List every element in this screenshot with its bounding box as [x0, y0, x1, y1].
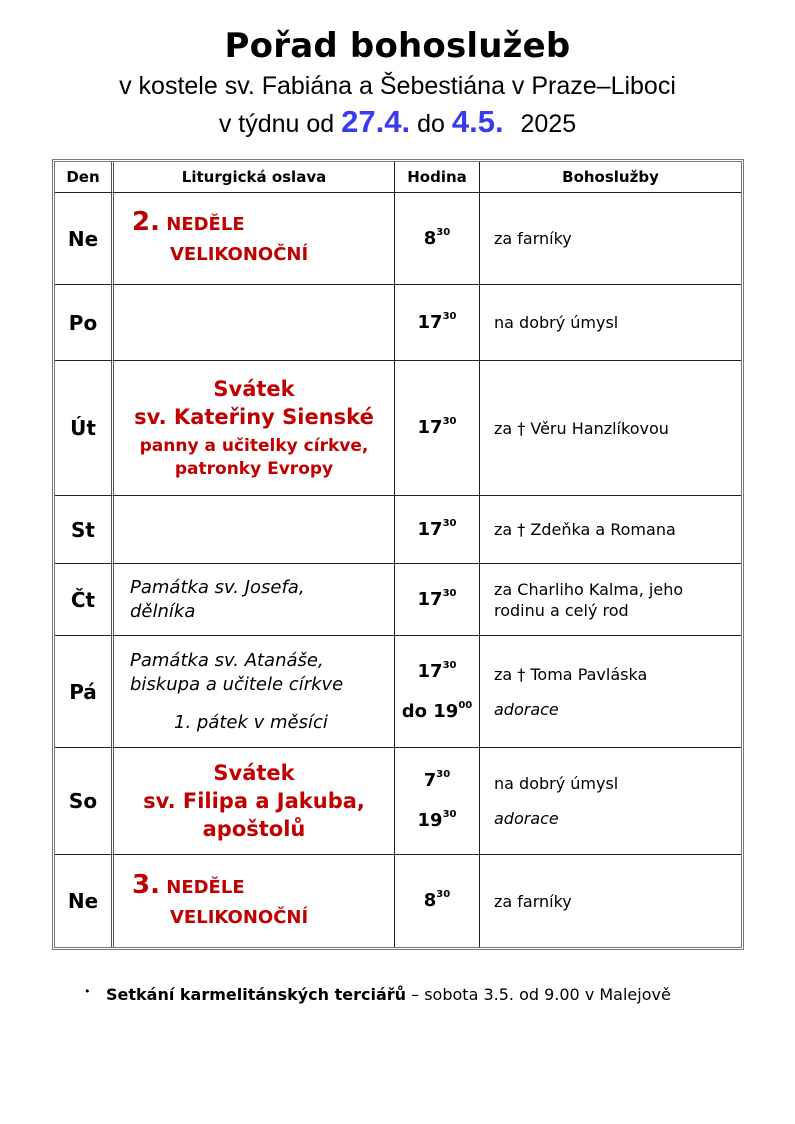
table-row	[55, 564, 741, 636]
feast-line1: Svátek	[213, 761, 295, 785]
memorial-line2: dělníka	[130, 600, 196, 622]
service-cell	[480, 564, 741, 636]
minute-value: 30	[442, 809, 457, 820]
service-cell	[480, 636, 741, 748]
feast-line3: panny a učitelky církve,	[139, 436, 369, 456]
memorial-line2: biskupa a učitele církve	[130, 673, 344, 695]
table-header-row	[55, 162, 741, 193]
sunday-line1: NEDĚLE	[166, 876, 245, 898]
church-subtitle: v kostele sv. Fabiána a Šebestiána v Praze–Liboci	[119, 72, 676, 100]
year: 2025	[520, 110, 577, 138]
memorial-line1: Památka sv. Josefa,	[130, 576, 305, 598]
service-cell	[480, 193, 741, 285]
day-cell: St	[55, 496, 114, 564]
celebration-cell	[114, 855, 395, 947]
service-adoration: adorace	[494, 699, 559, 719]
celebration-cell	[114, 748, 395, 855]
celebration-cell	[114, 496, 395, 564]
hour-value: 7	[423, 770, 437, 791]
date-to: 4.5.	[451, 104, 504, 139]
service-intention: za farníky	[494, 891, 572, 911]
col-header-hour: Hodina	[395, 162, 480, 193]
service-cell	[480, 855, 741, 947]
announcement-rest: – sobota 3.5. od 9.00 v Malejově	[406, 985, 671, 1004]
week-prefix: v týdnu od	[218, 110, 335, 138]
hour-value: 17	[417, 518, 443, 540]
feast-line2: sv. Filipa a Jakuba,	[143, 789, 365, 813]
feast-line4: patronky Evropy	[174, 459, 334, 479]
service-intention: za Charliho Kalma, jeho rodinu a celý rod	[494, 579, 684, 620]
hour-value: 17	[417, 311, 443, 333]
service-intention: za farníky	[494, 229, 572, 248]
sunday-celebration	[114, 870, 394, 933]
hour-cell	[395, 636, 480, 748]
day-cell: Po	[55, 285, 114, 361]
hour-cell	[395, 855, 480, 947]
day-cell: Pá	[55, 636, 114, 748]
sunday-line2: VELIKONOČNÍ	[170, 244, 309, 265]
celebration-cell	[114, 636, 395, 748]
hour-value: 19	[433, 700, 459, 722]
day-cell: Út	[55, 361, 114, 496]
minute-value: 30	[436, 226, 451, 238]
minute-value: 30	[442, 416, 457, 427]
feast-line1: Svátek	[213, 377, 295, 401]
hour-value: 8	[423, 227, 437, 249]
table-row	[55, 748, 741, 855]
hour-cell	[395, 748, 480, 855]
bullet-icon: •	[84, 985, 91, 998]
sunday-celebration	[114, 207, 394, 270]
service-cell	[480, 361, 741, 496]
hour-prefix: do	[401, 700, 427, 722]
day-cell: Ne	[55, 855, 114, 947]
table-row	[55, 496, 741, 564]
service-cell	[480, 285, 741, 361]
hour-cell	[395, 564, 480, 636]
table-row	[55, 285, 741, 361]
table-row	[55, 193, 741, 285]
sunday-line1: NEDĚLE	[166, 214, 245, 235]
schedule-table	[52, 159, 744, 950]
table-row	[55, 636, 741, 748]
hour-cell	[395, 496, 480, 564]
hour-cell	[395, 361, 480, 496]
table-row	[55, 855, 741, 947]
feast-line3: apoštolů	[202, 817, 306, 841]
col-header-celebration: Liturgická oslava	[114, 162, 395, 193]
sunday-number: 3.	[132, 869, 160, 900]
feast-celebration	[114, 759, 394, 843]
celebration-cell	[114, 193, 395, 285]
service-adoration: adorace	[494, 809, 559, 828]
day-cell: Čt	[55, 564, 114, 636]
minute-value: 30	[442, 517, 457, 529]
minute-value: 30	[442, 659, 457, 671]
table-row	[55, 361, 741, 496]
page-title: Pořad bohoslužeb	[224, 26, 571, 66]
hour-value: 8	[423, 890, 437, 911]
memorial-note: 1. pátek v měsíci	[174, 711, 328, 733]
memorial-line1: Památka sv. Atanáše,	[130, 649, 324, 671]
day-cell: Ne	[55, 193, 114, 285]
service-intention: za † Věru Hanzlíkovou	[494, 418, 669, 438]
service-intention: na dobrý úmysl	[494, 313, 619, 332]
service-cell	[480, 496, 741, 564]
week-mid: do	[417, 110, 445, 138]
minute-value: 30	[442, 310, 457, 322]
celebration-cell	[114, 285, 395, 361]
minute-value: 30	[436, 889, 451, 900]
announcement-lead: Setkání karmelitánských terciářů	[106, 985, 407, 1004]
date-from: 27.4.	[341, 104, 411, 139]
service-intention: za † Toma Pavláska	[494, 664, 648, 684]
service-intention: za † Zdeňka a Romana	[494, 520, 676, 539]
col-header-day: Den	[55, 162, 114, 193]
hour-value: 17	[417, 660, 443, 682]
hour-value: 19	[417, 810, 443, 831]
minute-value: 00	[458, 699, 473, 711]
feast-line2: sv. Kateřiny Sienské	[134, 405, 374, 429]
sunday-number: 2.	[132, 207, 160, 237]
service-cell	[480, 748, 741, 855]
hour-value: 17	[417, 417, 443, 438]
celebration-cell	[114, 361, 395, 496]
service-intention: na dobrý úmysl	[494, 774, 619, 793]
hour-value: 17	[417, 588, 443, 610]
hour-cell	[395, 193, 480, 285]
day-cell: So	[55, 748, 114, 855]
hour-cell	[395, 285, 480, 361]
celebration-cell	[114, 564, 395, 636]
sunday-line2: VELIKONOČNÍ	[170, 906, 309, 928]
week-range	[0, 104, 795, 140]
feast-celebration	[114, 375, 394, 481]
col-header-services: Bohoslužby	[480, 162, 741, 193]
minute-value: 30	[436, 769, 451, 780]
minute-value: 30	[442, 587, 457, 599]
